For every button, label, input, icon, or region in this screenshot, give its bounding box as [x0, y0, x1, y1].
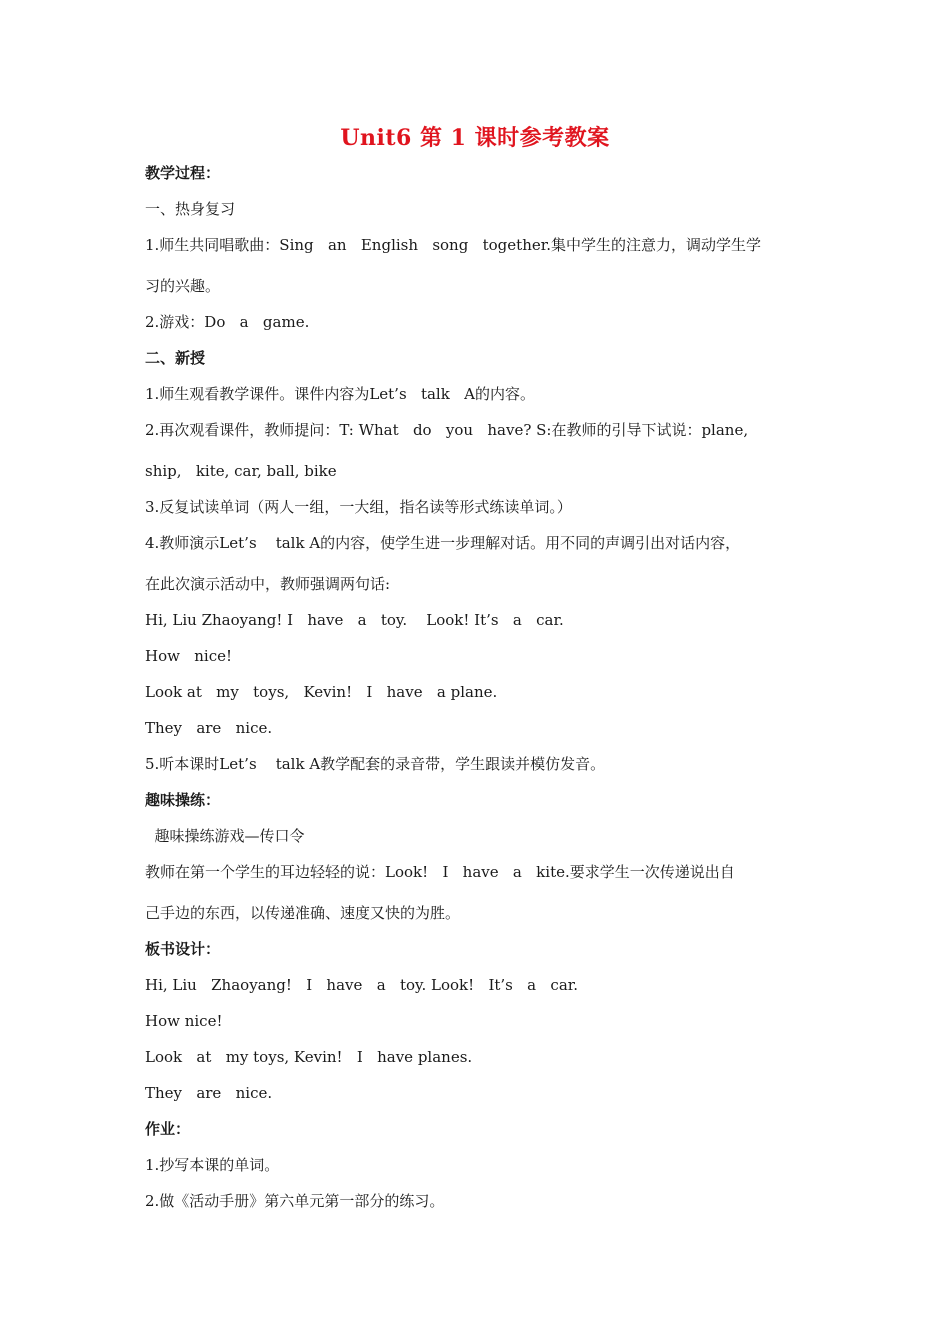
body-line: 一、热身复习 — [145, 200, 236, 218]
body-line: 教师在第一个学生的耳边轻轻的说：Look! I have a kite.要求学生一次传递说出自 — [145, 863, 735, 881]
body-line: 己手边的东西，以传递准确、速度又快的为胜。 — [145, 904, 461, 922]
body-line: 2.游戏：Do a game. — [145, 313, 310, 331]
body-line: 趣味操练游戏—传口令 — [145, 827, 305, 845]
body-line: 3.反复试读单词（两人一组，一大组，指名读等形式练读单词。） — [145, 498, 572, 516]
body-line: 1.抄写本课的单词。 — [145, 1156, 280, 1174]
section-heading: 作业： — [145, 1120, 191, 1138]
body-line: 2.再次观看课件，教师提问：T: What do you have? S:在教师的引导下试说：plane, — [145, 421, 749, 439]
body-line: 习的兴趣。 — [145, 277, 221, 295]
body-line: 1.师生共同唱歌曲：Sing an English song together.集中学生的注意力，调动学生学 — [145, 236, 762, 254]
body-line: They are nice. — [145, 719, 273, 737]
document-title: Unit6 第 1 课时参考教案 — [340, 125, 610, 151]
body-line: 1.师生观看教学课件。课件内容为Let’s talk A的内容。 — [145, 385, 535, 403]
body-line: Hi, Liu Zhaoyang! I have a toy. Look! It’s a car. — [145, 976, 579, 994]
section-heading: 趣味操练： — [145, 791, 221, 809]
section-heading: 板书设计： — [145, 940, 221, 958]
body-line: Hi, Liu Zhaoyang! I have a toy. Look! It’s a car. — [145, 611, 564, 629]
body-line: ship, kite, car, ball, bike — [145, 462, 337, 480]
section-heading: 教学过程： — [145, 164, 221, 182]
body-line: Look at my toys, Kevin! I have planes. — [145, 1048, 473, 1066]
body-line: They are nice. — [145, 1084, 273, 1102]
body-line: 在此次演示活动中，教师强调两句话: — [145, 575, 391, 593]
body-line: 2.做《活动手册》第六单元第一部分的练习。 — [145, 1192, 445, 1210]
body-line: 5.听本课时Let’s talk A教学配套的录音带，学生跟读并模仿发音。 — [145, 755, 606, 773]
body-line: 4.教师演示Let’s talk A的内容，使学生进一步理解对话。用不同的声调引出对话内容， — [145, 534, 741, 552]
body-line: How nice! — [145, 1012, 223, 1030]
body-line: Look at my toys, Kevin! I have a plane. — [145, 683, 498, 701]
body-line: How nice! — [145, 647, 233, 665]
section-heading: 二、新授 — [145, 349, 206, 367]
